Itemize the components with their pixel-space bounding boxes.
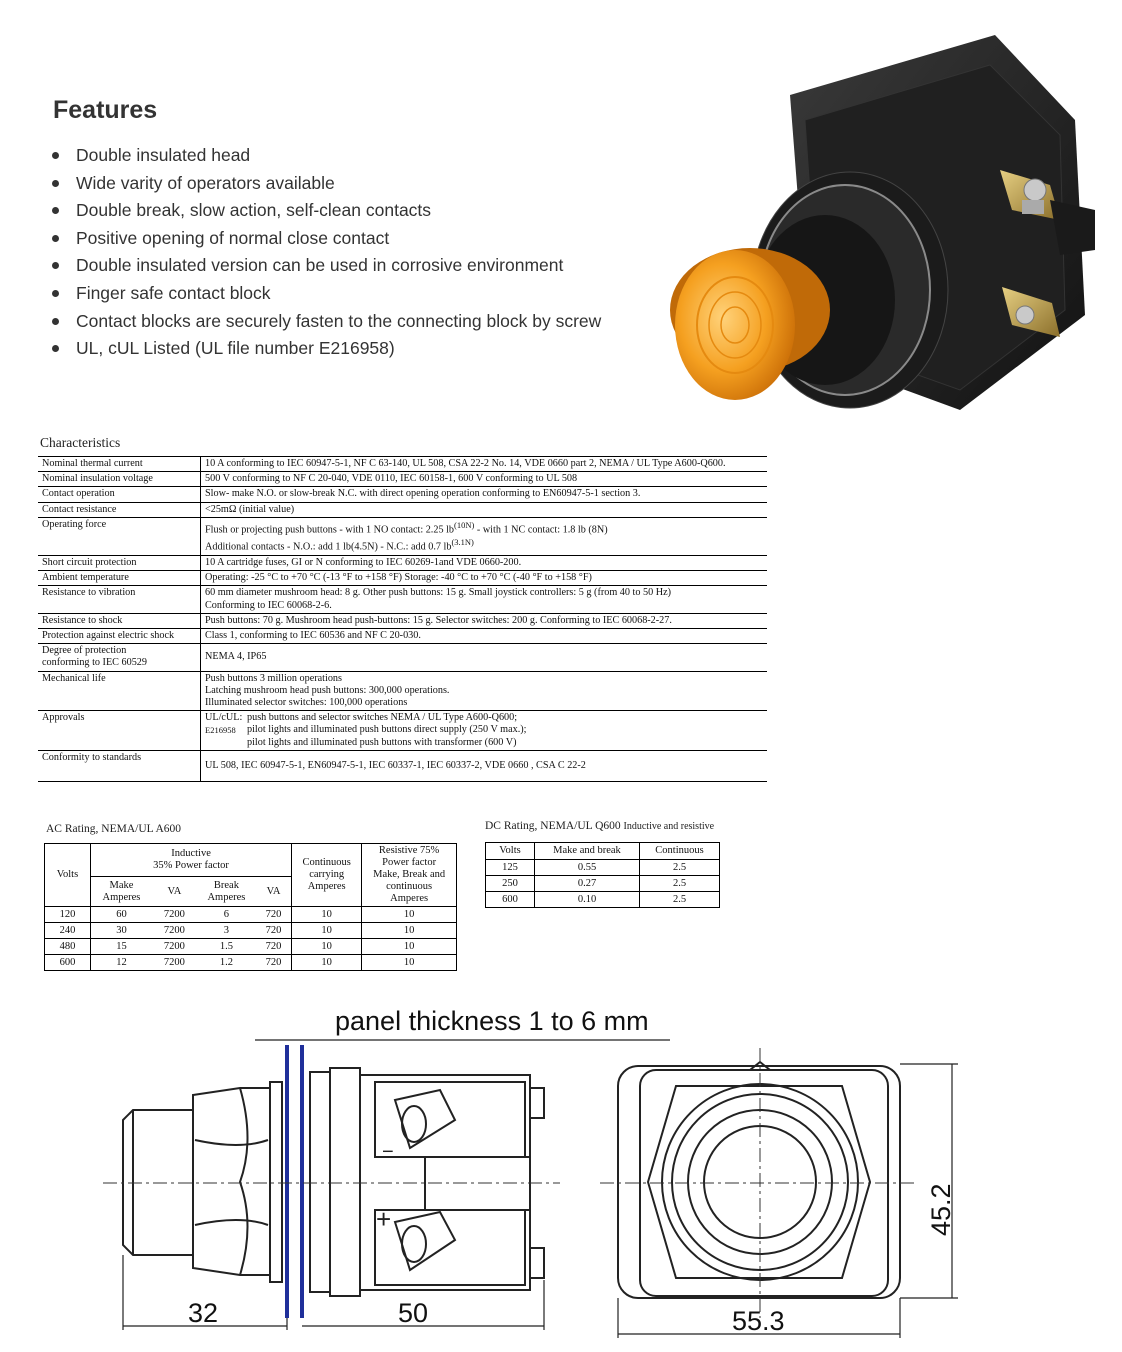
characteristics-title: Characteristics (40, 435, 121, 450)
table-row: 125 0.55 2.5 (486, 860, 720, 876)
bullet-icon (52, 345, 59, 352)
table-row: Approvals UL/cUL: E216958 push buttons and selector switches NEMA / UL Type A600-Q600; pilot lights and illuminated push buttons direct supply (250 V max.); pilot lights and illuminated push buttons with transformer (600 V) (38, 711, 767, 751)
amber-lens (675, 250, 795, 400)
bullet-icon (52, 318, 59, 325)
table-row: Operating force Flush or projecting push buttons - with 1 NO contact: 2.25 $lb^{(10N)}$ - with 1 NC contact: 1.8 lb (8N) Additional contacts - N.O.: add 1 lb(4.5N) - N.C.: add 0.7 $lb^{(3.1N)}$ (38, 517, 767, 555)
dc-rating-table: Volts Make and break Continuous 125 0.55 2.5 250 0.27 2.5 600 0.10 2.5 (485, 842, 720, 908)
table-row: Protection against electric shock Class 1, conforming to IEC 60536 and NF C 20-030. (38, 629, 767, 644)
hex-nut-outline (193, 1088, 270, 1275)
dc-rating-title: DC Rating, NEMA/UL Q600 Inductive and resistive (485, 820, 715, 832)
panel-thickness-label: panel thickness 1 to 6 mm (335, 1006, 649, 1036)
table-row: Ambient temperature Operating: -25 °C to +70 °C (-13 °F to +158 °F) Storage: -40 °C to +70 °C (-40 °F to +158 °F) (38, 571, 767, 586)
feature-item: Positive opening of normal close contact (52, 225, 601, 253)
bullet-icon (52, 207, 59, 214)
feature-item: Finger safe contact block (52, 280, 601, 308)
feature-item: Double break, slow action, self-clean contacts (52, 197, 601, 225)
table-row: Resistance to vibration 60 mm diameter mushroom head: 8 g. Other push buttons: 15 g. Small joystick controllers: 5 g (from 40 to 50 Hz) Conforming to IEC 60068-2-6. (38, 586, 767, 613)
dim-50: 50 (398, 1298, 429, 1328)
bullet-icon (52, 180, 59, 187)
dimension-drawing (0, 995, 1122, 1352)
table-row: Conformity to standards UL 508, IEC 60947-5-1, EN60947-5-1, IEC 60337-1, IEC 60337-2, VDE 0660 , CSA C 22-2 (38, 750, 767, 781)
feature-item: Double insulated version can be used in corrosive environment (52, 252, 601, 280)
table-row: 600 12 7200 1.2 720 10 10 (45, 955, 457, 971)
dim-32: 32 (188, 1298, 219, 1328)
bullet-icon (52, 262, 59, 269)
table-row: Contact operation Slow- make N.O. or slow-break N.C. with direct opening operation conforming to EN60947-5-1 section 3. (38, 487, 767, 502)
table-row: Contact resistance <25mΩ (initial value) (38, 502, 767, 517)
feature-item: Double insulated head (52, 142, 601, 170)
table-row: Nominal insulation voltage 500 V conforming to NF C 20-040, VDE 0110, IEC 60158-1, 600 V conforming to UL 508 (38, 472, 767, 487)
table-row: 250 0.27 2.5 (486, 876, 720, 892)
table-row: Mechanical life Push buttons 3 million operations Latching mushroom head push buttons: 300,000 operations. Illuminated selector switches: 100,000 operations (38, 671, 767, 711)
table-row: Short circuit protection 10 A cartridge fuses, GI or N conforming to IEC 60269-1and VDE 0660-200. (38, 556, 767, 571)
feature-item: Contact blocks are securely fasten to the connecting block by screw (52, 308, 601, 336)
bullet-icon (52, 235, 59, 242)
ac-rating-table: Volts Inductive 35% Power factor Continuous carrying Amperes Resistive 75% Power factor Make, Break and continuous Amperes Make Amperes VA Break Amperes VA 120 60 7200 6 720 10 10 240 30 7200 3 720 10 10 480 15 7200 1.5 720 10 10 600 12 7200 1.2 720 10 10 (44, 843, 457, 971)
ac-rating-title: AC Rating, NEMA/UL A600 (46, 823, 182, 835)
table-row: 240 30 7200 3 720 10 10 (45, 923, 457, 939)
table-row: Nominal thermal current 10 A conforming to IEC 60947-5-1, NF C 63-140, UL 508, CSA 22-2 No. 14, VDE 0660 part 2, NEMA / UL Type A600-Q600. (38, 457, 767, 472)
bullet-icon (52, 152, 59, 159)
table-row: Resistance to shock Push buttons: 70 g. Mushroom head push-buttons: 15 g. Selector switches: 200 g. Conforming to IEC 60068-2-27. (38, 613, 767, 628)
feature-item: Wide varity of operators available (52, 170, 601, 198)
features-list (52, 142, 601, 363)
product-photo (640, 25, 1110, 420)
panel-lines (287, 1045, 302, 1318)
bullet-icon (52, 290, 59, 297)
table-row: Degree of protection conforming to IEC 60529 NEMA 4, IP65 (38, 644, 767, 671)
plus-label: + (376, 1204, 392, 1234)
characteristics-table (38, 456, 767, 782)
table-row: 120 60 7200 6 720 10 10 (45, 907, 457, 923)
dim-55-3: 55.3 (732, 1306, 785, 1336)
dim-45-2: 45.2 (926, 1183, 956, 1236)
features-title: Features (53, 96, 158, 124)
table-row: 480 15 7200 1.5 720 10 10 (45, 939, 457, 955)
table-row: 600 0.10 2.5 (486, 892, 720, 908)
feature-item: UL, cUL Listed (UL file number E216958) (52, 335, 601, 363)
minus-label: − (382, 1141, 394, 1163)
